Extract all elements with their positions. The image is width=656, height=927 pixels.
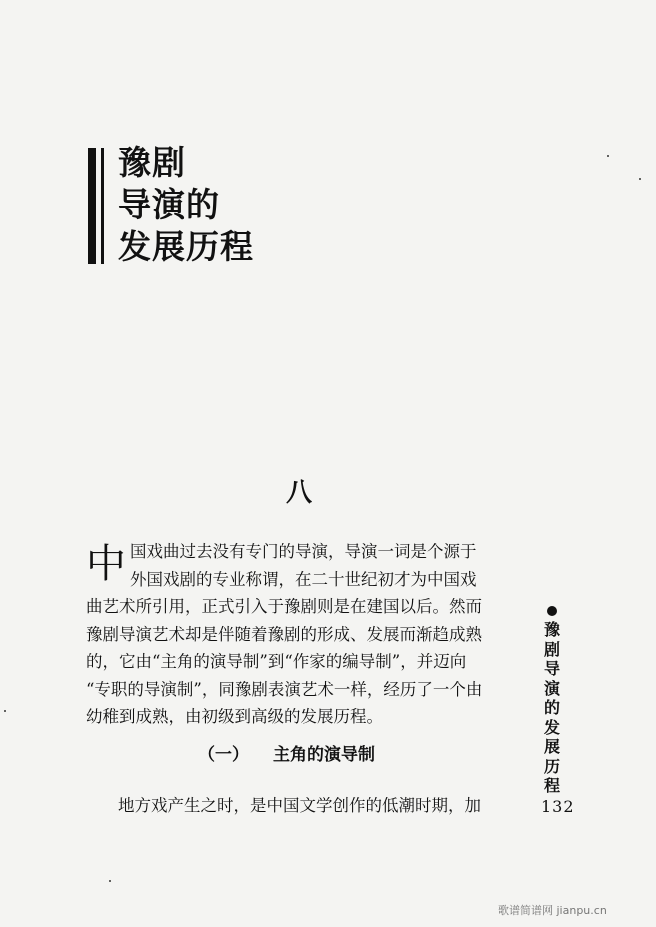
paragraph-line: 曲艺术所引用，正式引入于豫剧则是在建国以后。然而 [86, 597, 482, 616]
paragraph-line: 豫剧导演艺术却是伴随着豫剧的形成、发展而渐趋成熟 [86, 624, 482, 644]
title-bar-thin [101, 148, 104, 264]
chapter-title-line: 导演的 [118, 185, 220, 224]
watermark: 歌谱简谱网 jianpu.cn [498, 904, 607, 917]
paragraph-line: 国戏曲过去没有专门的导演，导演一词是个源于 [130, 542, 477, 561]
drop-cap: 中 [86, 541, 126, 587]
chapter-title-bars [88, 148, 108, 264]
running-header [538, 606, 566, 796]
body-text [86, 538, 526, 731]
title-bar-thick [88, 148, 96, 264]
running-header-char: 发 [543, 717, 560, 737]
chapter-title-line: 豫剧 [118, 143, 186, 182]
section-numeral: 八 [286, 478, 313, 508]
running-header-char: 展 [543, 737, 560, 756]
scan-speck [607, 155, 609, 157]
paragraph-line: 的，它由“主角的演导制”到“作家的编导制”，并迈向 [86, 652, 467, 671]
bullet-dot-icon [547, 606, 557, 616]
running-header-char: 程 [543, 776, 560, 795]
paragraph-line: “专职的导演制”，同豫剧表演艺术一样，经历了一个由 [86, 679, 483, 699]
subsection-title: 主角的演导制 [273, 745, 375, 765]
scan-speck [109, 880, 111, 882]
page-number: 132 [541, 797, 575, 816]
scan-speck [639, 178, 641, 180]
chapter-title-line: 发展历程 [118, 227, 254, 266]
paragraph-1 [86, 538, 526, 731]
running-header-char: 的 [543, 698, 560, 717]
scan-speck [4, 710, 6, 712]
chapter-title [118, 142, 254, 268]
paragraph-line: 外国戏剧的专业称谓，在二十世纪初才为中国戏 [130, 569, 477, 589]
paragraph-line: 幼稚到成熟，由初级到高级的发展历程。 [86, 707, 383, 726]
running-header-char: 导 [543, 659, 560, 678]
running-header-char: 历 [543, 756, 560, 776]
running-header-char: 豫 [543, 620, 560, 639]
paragraph-2: 地方戏产生之时，是中国文学创作的低潮时期，加 [118, 796, 481, 815]
running-header-char: 演 [543, 678, 560, 698]
running-header-char: 剧 [543, 639, 560, 659]
subsection-number: （一） [198, 745, 249, 765]
subsection-heading [198, 740, 375, 765]
